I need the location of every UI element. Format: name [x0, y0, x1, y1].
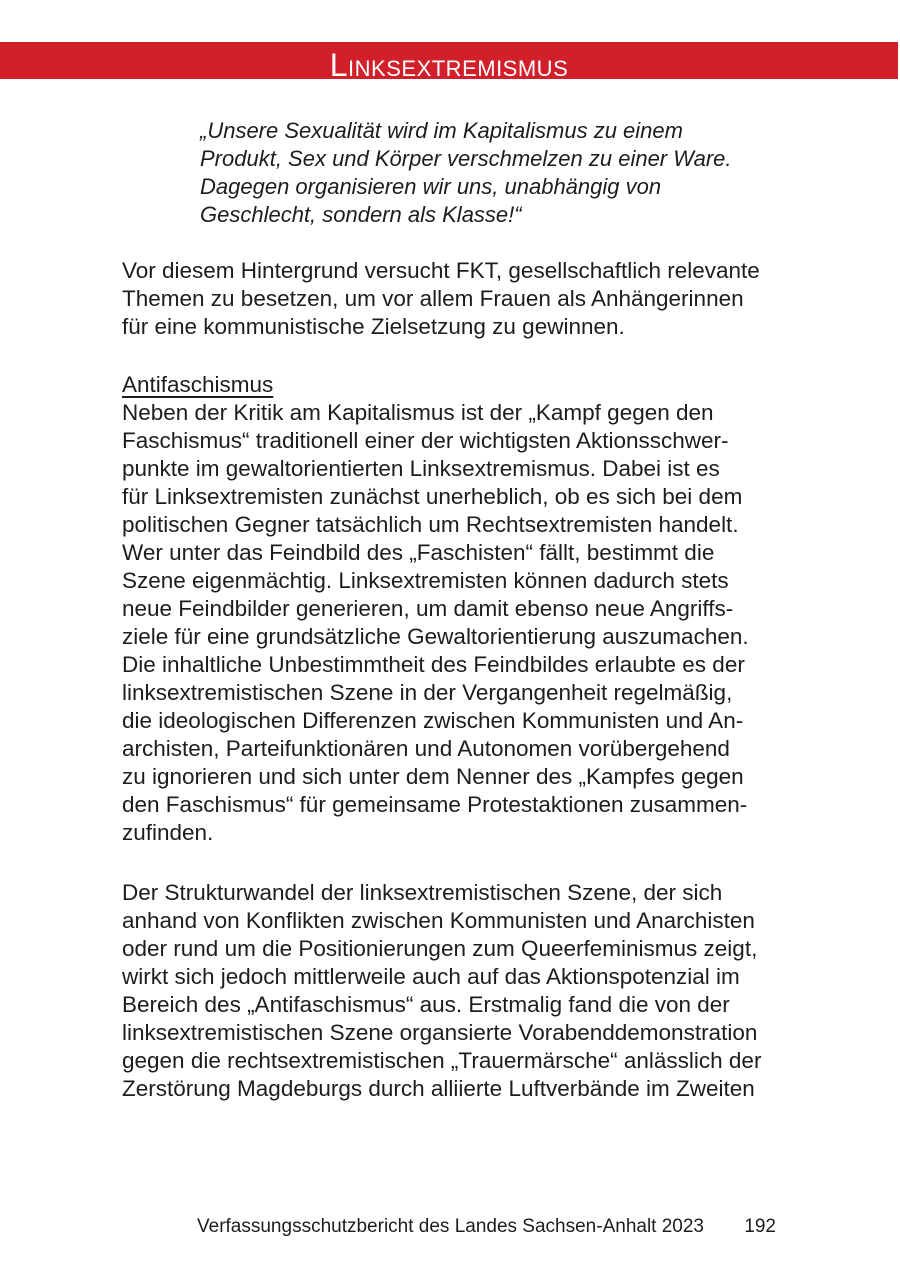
paragraph-line: gegen die rechtsextremistischen „Trauermärsche“ anlässlich der	[122, 1048, 762, 1073]
quote-line: Dagegen organisieren wir uns, unabhängig von	[200, 174, 662, 199]
paragraph-line: Der Strukturwandel der linksextremistischen Szene, der sich	[122, 880, 723, 905]
paragraph-line: neue Feindbilder generieren, um damit ebenso neue Angriffs-	[122, 596, 734, 621]
paragraph-line: linksextremistischen Szene organsierte Vorabenddemonstration	[122, 1020, 758, 1045]
paragraph-line: Bereich des „Antifaschismus“ aus. Erstmalig fand die von der	[122, 992, 730, 1017]
quote-line: Produkt, Sex und Körper verschmelzen zu einer Ware.	[200, 146, 732, 171]
paragraph-line: oder rund um die Positionierungen zum Queerfeminismus zeigt,	[122, 936, 758, 961]
paragraph-line: die ideologischen Differenzen zwischen Kommunisten und An-	[122, 708, 744, 733]
paragraph-line: Zerstörung Magdeburgs durch alliierte Luftverbände im Zweiten	[122, 1076, 755, 1101]
paragraph-line: Neben der Kritik am Kapitalismus ist der „Kampf gegen den	[122, 400, 714, 425]
paragraph-line: zufinden.	[122, 820, 214, 845]
quote-line: Geschlecht, sondern als Klasse!“	[200, 202, 522, 227]
paragraph-line: für eine kommunistische Zielsetzung zu gewinnen.	[122, 314, 625, 339]
paragraph-line: punkte im gewaltorientierten Linksextremismus. Dabei ist es	[122, 456, 720, 481]
paragraph-line: Die inhaltliche Unbestimmtheit des Feindbildes erlaubte es der	[122, 652, 745, 677]
paragraph-line: den Faschismus“ für gemeinsame Protestaktionen zusammen-	[122, 792, 748, 817]
section-paragraph	[122, 879, 761, 1103]
chapter-title: Linksextremismus	[329, 47, 569, 83]
paragraph-line: Szene eigenmächtig. Linksextremisten können dadurch stets	[122, 568, 729, 593]
page-number: 192	[744, 1216, 776, 1237]
paragraph-line: politischen Gegner tatsächlich um Rechtsextremisten handelt.	[122, 512, 739, 537]
paragraph-line: Wer unter das Feindbild des „Faschisten“ fällt, bestimmt die	[122, 540, 715, 565]
section-heading	[122, 371, 273, 399]
paragraph-line: für Linksextremisten zunächst unerheblich, ob es sich bei dem	[122, 484, 743, 509]
intro-paragraph	[122, 257, 760, 341]
paragraph-line: Faschismus“ traditionell einer der wichtigsten Aktionsschwer-	[122, 428, 729, 453]
quote-block	[200, 117, 732, 229]
paragraph-line: archisten, Parteifunktionären und Autonomen vorübergehend	[122, 736, 730, 761]
paragraph-line: wirkt sich jedoch mittlerweile auch auf das Aktionspotenzial im	[122, 964, 740, 989]
paragraph-line: linksextremistischen Szene in der Vergangenheit regelmäßig,	[122, 680, 733, 705]
paragraph-line: anhand von Konflikten zwischen Kommunisten und Anarchisten	[122, 908, 755, 933]
quote-line: „Unsere Sexualität wird im Kapitalismus zu einem	[200, 118, 683, 143]
section-heading-text: Antifaschismus	[122, 372, 274, 397]
section-paragraph	[122, 399, 749, 847]
paragraph-line: zu ignorieren und sich unter dem Nenner des „Kampfes gegen	[122, 764, 744, 789]
page-footer	[0, 1215, 900, 1239]
chapter-header-bar	[0, 42, 898, 83]
paragraph-line: ziele für eine grundsätzliche Gewaltorientierung auszumachen.	[122, 624, 749, 649]
paragraph-line: Vor diesem Hintergrund versucht FKT, gesellschaftlich relevante	[122, 258, 760, 283]
paragraph-line: Themen zu besetzen, um vor allem Frauen als Anhängerinnen	[122, 286, 744, 311]
publication-title: Verfassungsschutzbericht des Landes Sachsen-Anhalt 2023	[197, 1216, 704, 1237]
